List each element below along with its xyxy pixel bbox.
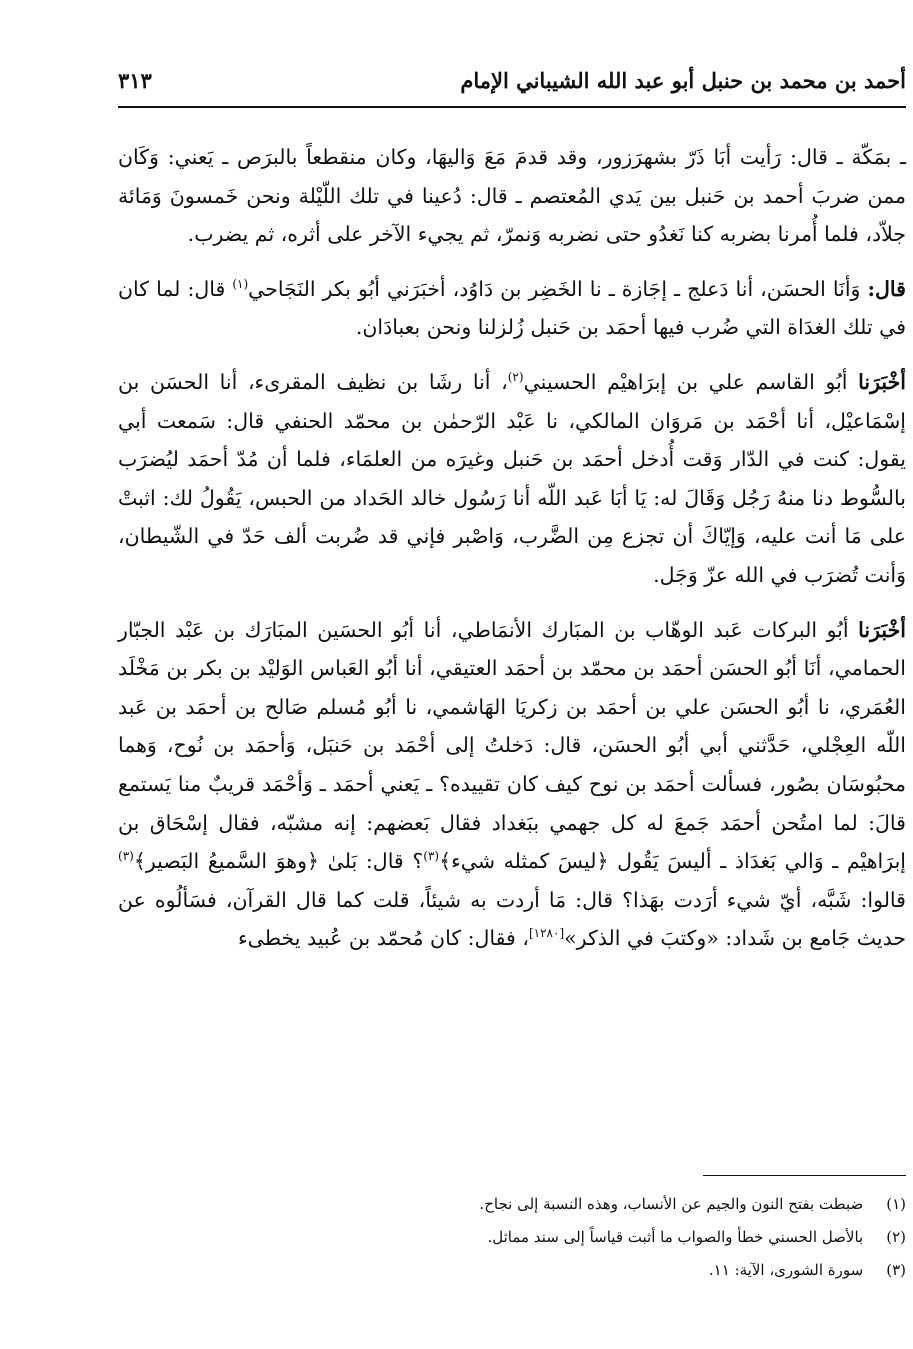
footnote-number: (٢) <box>886 1228 906 1246</box>
footnote-ref[interactable]: (٣) <box>423 849 440 864</box>
text-line: الحسَن بن إسْمَاعيْل، أنا أحْمَد بن مَروَان المالكي، نا عَبْد الرّحمٰن بن محمّد الحنفي <box>118 369 906 433</box>
page-header <box>118 68 906 93</box>
text-line: فلما أن مُدّ أحمَد ليُضرَب بالسُّوط دنا منهُ رَجُل وَقَالَ له: يَا أبَا عَبد اللّه أنا رَسُول خالد <box>118 447 906 510</box>
text-line: أحمَد جَمعَ له كل جهمي ببَغداد فقال بَعضهم: إنه مشبّه، فقال إسْحَاق بن إبرَاهيْم <box>118 810 906 874</box>
page-number: ٣١٣ <box>118 68 152 93</box>
text-line: قال: لما كان في تلك الغدَاة التي ضُرب فيها أحمَد بن حَنبل زُلزلنا ونحن <box>118 276 906 340</box>
footnote-ref[interactable]: [١٢٨٠] <box>528 926 565 941</box>
running-title: أحمد بن محمد بن حنبل أبو عبد الله الشيباني الإمام <box>460 68 906 93</box>
text-line: أبُو القاسم علي بن إبرَاهيْم الحسيني <box>523 369 848 394</box>
text-line: ، أنا رشَا بن نظيف المقرىء، أنا <box>219 369 508 394</box>
text-line: ، فقال: كان مُحمّد بن عُبيد يخطىء <box>237 926 529 951</box>
paragraph-4 <box>118 611 906 958</box>
text-line: الآخر على أثره، ثم يضرب. <box>187 222 412 247</box>
footnote-ref[interactable]: (٣) <box>118 849 134 864</box>
header-rule <box>118 106 906 108</box>
text-line: ؟ قال: بَلىٰ ﴿وهوَ السَّميعُ البَصير﴾ <box>133 849 424 874</box>
text-line: ـ يَعني: وَكَان ممن ضربَ أحمد بن حَنبل بين يَدي المُعتصم ـ قال: دُعينا في تلك اللّيْلة <box>118 145 906 208</box>
text-line: أحمَد بن نوح كيف كان تقييده؟ ـ يَعني أحمَد ـ وَأحْمَد قريبٌ منا يَستمع قالَ: لما امتُحن <box>118 771 906 835</box>
text-line: أبُو العَباس الوَليْد بن بكر بن مَخْلَد العُمَري، نا أبُو الحسَن علي بن أحمَد بن زكريَا <box>118 656 906 719</box>
paragraph-3 <box>118 363 906 595</box>
footnote-ref[interactable]: (٢) <box>507 370 524 385</box>
text-line: النَجَاحي <box>248 276 316 301</box>
text-line: الحَداد من الحبس، يَقُولُ لك: اثبتْ على مَا أنت عليه، وَإيّاكَ أن تجزع مِن الضَّرب، <box>118 485 906 549</box>
text-line: ونحن خَمسونَ وَمَائة جلاّد، فلما أُمرنا بضربه كنا نَغدُو حتى نضربه وَنمرّ، ثم يجيء <box>118 183 906 247</box>
paragraph-1 <box>118 138 906 254</box>
footnote-ref[interactable]: (١) <box>232 276 249 291</box>
footnotes <box>118 1188 906 1287</box>
paragraph-lead: أخْبَرَنا <box>858 369 906 394</box>
text-line: قال: دَخلتُ إلى أحْمَد بن حَنبَل، وَأحمَد بن نُوح، وَهما محبُوسَان بصُور، فسألت <box>118 733 906 796</box>
text-line: عن حديث جَامع بن شَداد: «وكتبَ في الذكر» <box>118 887 906 951</box>
paragraph-lead: أخْبَرَنا <box>858 617 906 642</box>
footnote-text: سورة الشورى، الآية: ١١. <box>708 1261 864 1279</box>
footnote-number: (٣) <box>886 1261 906 1279</box>
footnote-text: ضبطت بفتح النون والجيم عن الأنساب، وهذه النسبة إلى نجاح. <box>479 1195 864 1213</box>
text-line: وَأنَا الحسَن، أنا دَعلج ـ إجَازة ـ نا الخَضِر بن دَاوُد، أخبَرَني أبُو بكر <box>322 276 861 301</box>
footnote-item <box>118 1221 906 1254</box>
footnote-item <box>118 1188 906 1221</box>
footnote-rule <box>703 1175 906 1176</box>
main-text <box>118 138 906 958</box>
text-line: المبَارَك بن عَبْد الجبّار الحمامي، أنَا أبُو الحسَن أحمَد بن محمّد بن أحمَد العتيقي، أنا <box>118 617 906 681</box>
footnote-number: (١) <box>886 1195 906 1213</box>
paragraph-2 <box>118 270 906 347</box>
text-line: قالوا: شَبَّه، أيّ شيء أرَدت بهَذا؟ قال: مَا أردت به شيئاً، قلت كما قال القرآن، فسَألُوه <box>154 887 906 912</box>
text-line: الهَاشمي، نا أبُو مُسلم صَالح بن أحمَد بن عَبد اللّه العِجْلي، حَدَّثني أبي أبُو الحسَن، <box>118 694 906 758</box>
paragraph-lead: قال: <box>867 276 906 301</box>
text-line: وَاصْبر فإني قد ضُربت ألف حَدّ في الشّيطان، وَأنت تُضرَب في الله عزّ وَجَل. <box>118 524 906 587</box>
footnote-item <box>118 1254 906 1287</box>
text-line: ـ بمَكّة ـ قال: رَأيت أبَا ذَرّ بشهرَزور، وقد قدمَ مَعَ وَاليهَا، وكان منقطعاً بالبرَص <box>236 145 906 169</box>
footnote-text: بالأصل الحسني خطأ والصواب ما أثبت قياساً إلى سند مماثل. <box>487 1228 864 1246</box>
text-line: بعبادَان. <box>355 315 421 340</box>
text-line: قال: سَمعت أبي يقول: كنت في الدّار وَقت أُدخل أحمَد بن حَنبل وغيرَه من العلمَاء، <box>118 408 906 472</box>
text-line: أبُو البركات عَبد الوهّاب بن المبَارك الأنمَاطي، أنا أبُو الحسَين <box>317 617 849 642</box>
text-line: ـ وَالي بَغدَاذ ـ أليسَ يَقُول ﴿ليسَ كمثله شيء﴾ <box>439 849 839 874</box>
